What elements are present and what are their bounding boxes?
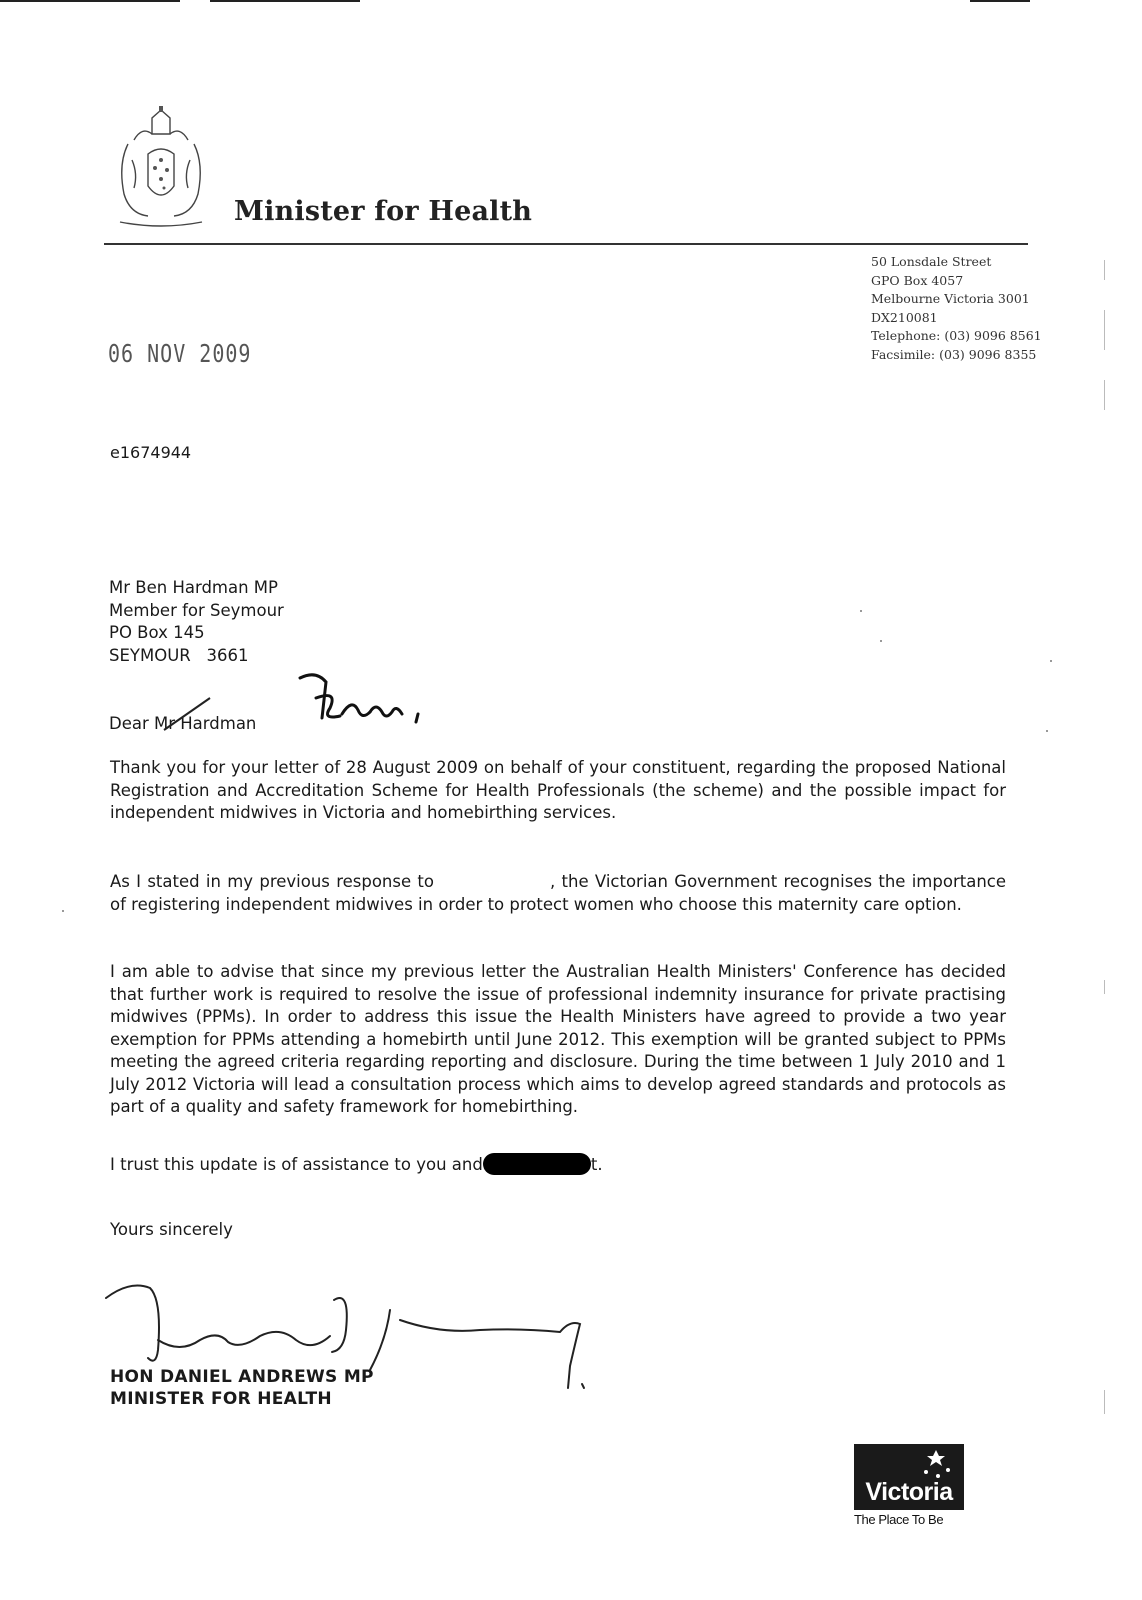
redaction-mark xyxy=(483,1153,591,1175)
reference-number: e1674944 xyxy=(110,443,192,462)
logo-tagline: The Place To Be xyxy=(854,1512,944,1527)
address-line: GPO Box 4057 xyxy=(871,272,964,288)
scan-speck xyxy=(1046,730,1048,732)
body-paragraph: I am able to advise that since my previous letter the Australian Health Ministers' Conference has decided that further work is required to resolve the issue of professional indemnity insurance for private practising midwives (PPMs). In order to address this issue the Health Ministers have agreed to provide a two year exemption for PPMs attending a homebirth until June 2012. This exemption will be granted subject to PPMs meeting the agreed criteria regarding reporting and disclosure. During the time between 1 July 2010 and 1 July 2012 Victoria will lead a consultation process which aims to develop agreed standards and protocols as part of a quality and safety framework for homebirthing. xyxy=(110,962,1006,1116)
signatory-block xyxy=(110,1366,374,1410)
scan-speck xyxy=(880,640,882,642)
scan-margin-mark xyxy=(1104,310,1105,350)
letterhead-divider xyxy=(104,243,1028,245)
recipient-address xyxy=(109,577,284,667)
handwritten-strike xyxy=(160,694,220,734)
scan-edge-mark xyxy=(0,0,180,2)
scan-margin-mark xyxy=(1104,260,1105,280)
recipient-line: PO Box 145 xyxy=(109,623,205,642)
body-paragraph xyxy=(110,871,1006,916)
scan-margin-mark xyxy=(1104,980,1105,994)
body-paragraph xyxy=(110,1153,1006,1177)
paragraph-text: t. xyxy=(590,1155,603,1174)
handwritten-annotation xyxy=(296,668,446,738)
date-stamp: 06 NOV 2009 xyxy=(108,338,252,368)
address-line: Facsimile: (03) 9096 8355 xyxy=(871,346,1037,362)
signatory-name: HON DANIEL ANDREWS MP xyxy=(110,1367,374,1387)
closing: Yours sincerely xyxy=(110,1220,233,1239)
sender-address xyxy=(871,253,1042,364)
scan-margin-mark xyxy=(1104,380,1105,410)
address-line: 50 Lonsdale Street xyxy=(871,254,992,269)
body-paragraph: Thank you for your letter of 28 August 2009 on behalf of your constituent, regarding the proposed National Registration and Accreditation Scheme for Health Professionals (the scheme) and the possible impact for independent midwives in Victoria and homebirthing services. xyxy=(110,758,1006,822)
scan-edge-mark xyxy=(210,0,360,2)
paragraph-text: I trust this update is of assistance to you and xyxy=(110,1155,483,1174)
scan-speck xyxy=(1050,660,1052,662)
letterhead-title: Minister for Health xyxy=(234,196,533,227)
scan-speck xyxy=(860,610,862,612)
scan-speck xyxy=(62,910,64,912)
signatory-title: MINISTER FOR HEALTH xyxy=(110,1389,332,1409)
logo-wordmark: Victoria xyxy=(865,1478,953,1506)
coat-of-arms-icon xyxy=(108,104,214,232)
scan-margin-mark xyxy=(1104,1390,1105,1414)
address-line: Melbourne Victoria 3001 xyxy=(871,291,1030,306)
recipient-line: SEYMOUR 3661 xyxy=(109,645,249,665)
address-line: Telephone: (03) 9096 8561 xyxy=(871,328,1042,343)
address-line: DX210081 xyxy=(871,309,938,325)
recipient-line: Mr Ben Hardman MP xyxy=(109,578,278,597)
paragraph-text: As I stated in my previous response to xyxy=(110,872,434,891)
salutation: Dear Mr Hardman xyxy=(109,714,257,733)
paragraph-text: , the Victorian Government recognises the importance of registering independent midwives in order to protect women who choose this maternity care option. xyxy=(110,872,1006,914)
recipient-line: Member for Seymour xyxy=(109,600,284,620)
scan-edge-mark xyxy=(970,0,1030,2)
